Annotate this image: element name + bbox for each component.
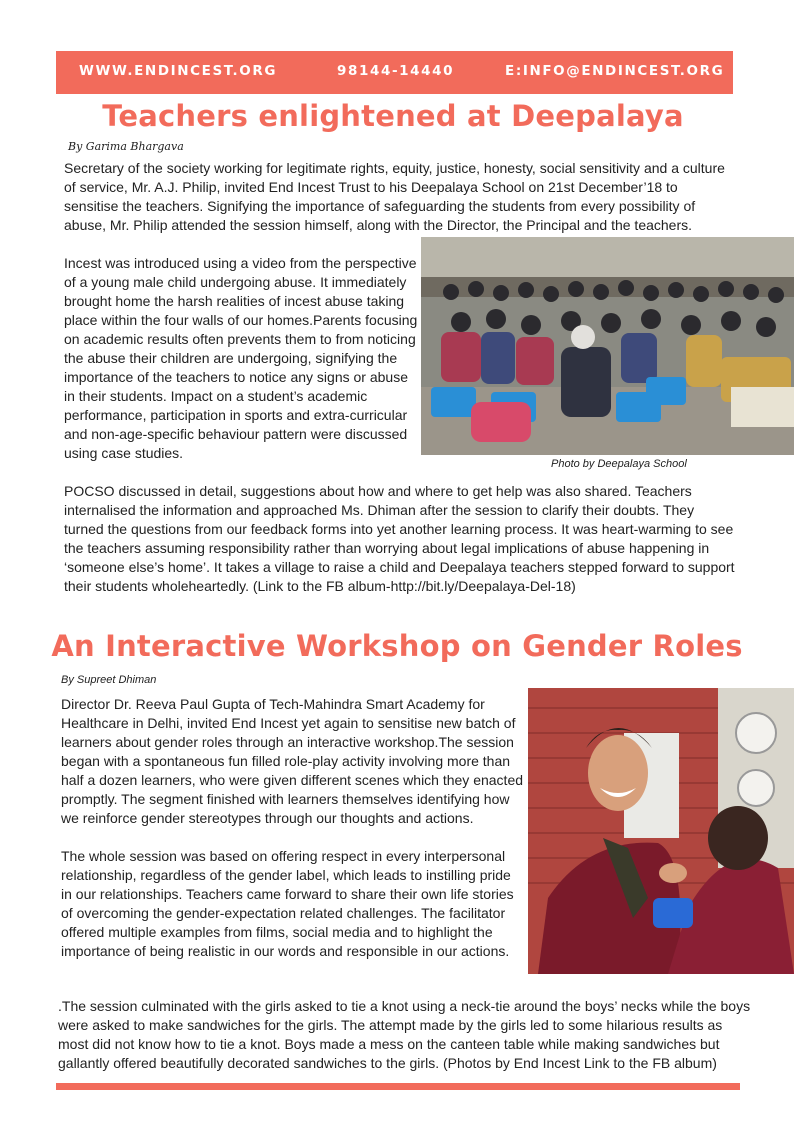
phone-number: 98144-14440	[337, 63, 455, 79]
article1-paragraph-2: Incest was introduced using a video from the perspective of a young male child undergoing abuse. It immediately brought home the harsh realities of incest abuse taking place within the four walls of our homes.Parents focusing on academic results often prevents them to from noticing the abuse their children are undergoing, signifying the importance of the teachers to notice any signs or abuse in their students. Impact on a student’s academic performance, participation in sports and extra-curricular and non-age-specific behaviour pattern were discussed using case studies.	[64, 255, 418, 461]
article1-byline: By Garima Bhargava	[68, 140, 184, 153]
article2-paragraph-1: Director Dr. Reeva Paul Gupta of Tech-Mahindra Smart Academy for Healthcare in Delhi, invited End Incest yet again to sensitise new batch of learners about gender roles through an interactive workshop.The session began with a spontaneous fun filled role-play activity involving more than half a dozen learners, who were given different scenes which they enacted promptly. The segment finished with learners themselves identifying how we reinforce gender stereotypes through our thoughts and actions.	[61, 696, 524, 826]
website-link[interactable]: WWW.ENDINCEST.ORG	[79, 63, 278, 79]
article2-byline: By Supreet Dhiman	[61, 674, 157, 686]
article1-paragraph-3: POCSO discussed in detail, suggestions about how and where to get help was also shared. Teachers internalised the information and approached Ms. Dhiman after the session to clarify their doubts. They turned the questions from our feedback forms into yet another learning process. It was heart-warming to see the teachers assuming responsibility rather than worrying about legal implications of abuse happening in ‘someone else’s home’. It takes a village to raise a child and Deepalaya teachers stepped forward to support their students wholeheartedly. (Link to the FB album-http://bit.ly/Deepalaya-Del-18)	[64, 483, 735, 594]
tie-knot-activity-photo	[528, 688, 794, 974]
footer-divider-bar	[56, 1083, 740, 1090]
article2-paragraph-3: .The session culminated with the girls asked to tie a knot using a neck-tie around the boys’ necks while the boys were asked to make sandwiches for the girls. The attempt made by the girls led to some hilarious results as most did not know how to tie a knot. Boys made a mess on the canteen table while making sandwiches but gallantly offered beautifully decorated sandwiches to the girls. (Photos by End Incest Link to the FB album)	[58, 998, 751, 1071]
photo-caption: Photo by Deepalaya School	[551, 458, 687, 470]
article1-paragraph-1: Secretary of the society working for legitimate rights, equity, justice, honesty, social sensitivity and a culture of service, Mr. A.J. Philip, invited End Incest Trust to his Deepalaya School on 21st December’18 to sensitise the teachers. Signifying the importance of safeguarding the students from every possibility of abuse, Mr. Philip attended the session himself, along with the Director, the Principal and the teachers.	[64, 160, 725, 233]
email-link[interactable]: E:INFO@ENDINCEST.ORG	[505, 63, 725, 79]
article2-paragraph-2: The whole session was based on offering respect in every interpersonal relationship, regardless of the gender label, which leads to instilling pride in our relationships. Teachers came forward to share their own life stories of overcoming the gender-expectation related challenges. The facilitator offered multiple examples from films, social media and to highlight the importance of being realistic in our words and responsible in our actions.	[61, 848, 514, 959]
article2-title: An Interactive Workshop on Gender Roles	[51, 629, 743, 663]
contact-header-bar	[56, 51, 733, 94]
deepalaya-session-photo	[421, 237, 794, 455]
article1-title: Teachers enlightened at Deepalaya	[102, 99, 684, 133]
